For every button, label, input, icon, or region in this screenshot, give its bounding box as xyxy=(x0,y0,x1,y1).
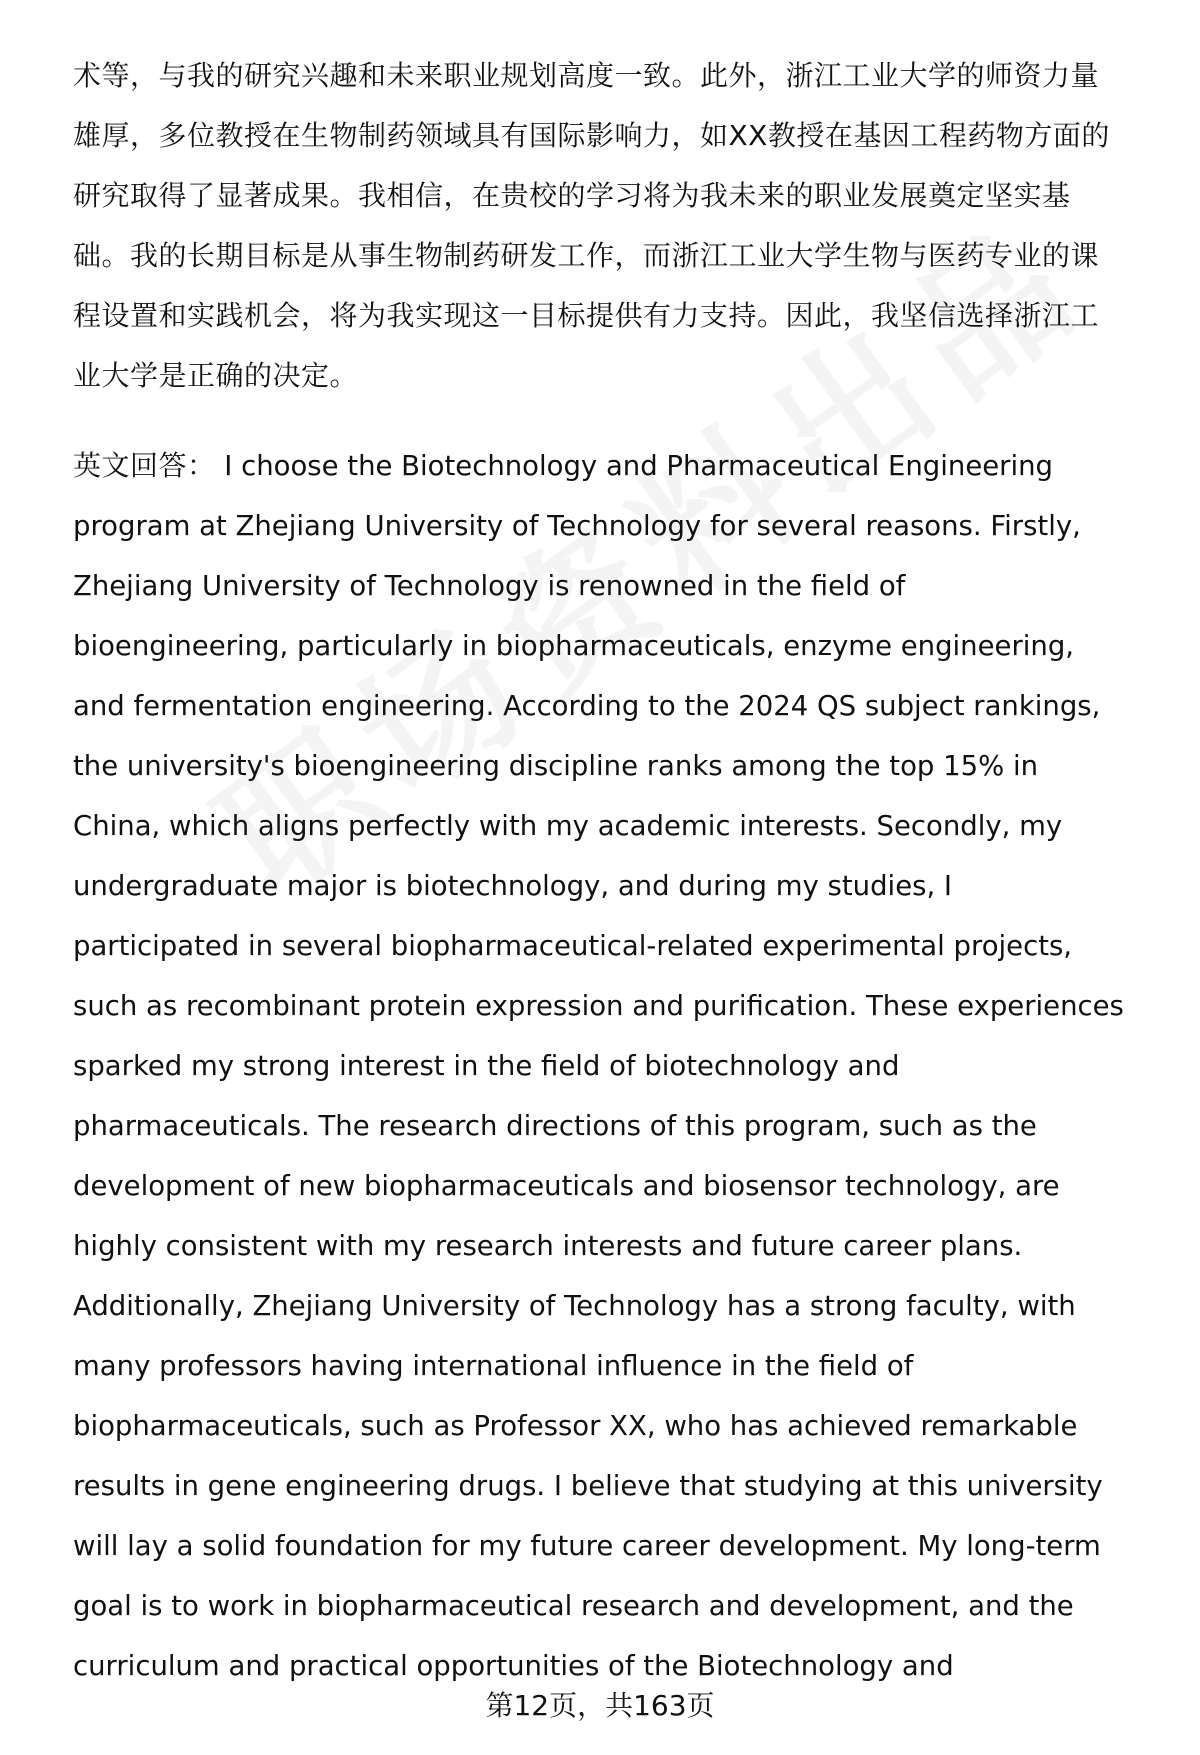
english-answer-line: Zhejiang University of Technology is renowned in the field of xyxy=(73,570,906,602)
english-answer-line: such as recombinant protein expression and purification. These experiences xyxy=(73,990,1124,1022)
english-answer-line: biopharmaceuticals, such as Professor XX, who has achieved remarkable xyxy=(73,1410,1078,1442)
english-answer-line: many professors having international influence in the field of xyxy=(73,1350,914,1382)
english-answer-line: the university's bioengineering discipline ranks among the top 15% in xyxy=(73,750,1039,782)
english-answer-line: and fermentation engineering. According to the 2024 QS subject rankings, xyxy=(73,690,1101,722)
english-answer-line: pharmaceuticals. The research directions of this program, such as the xyxy=(73,1110,1037,1142)
english-answer-line: participated in several biopharmaceutical-related experimental projects, xyxy=(73,930,1073,962)
english-answer-line: China, which aligns perfectly with my academic interests. Secondly, my xyxy=(73,810,1063,842)
chinese-answer-line: 程设置和实践机会，将为我实现这一目标提供有力支持。因此，我坚信选择浙江工 xyxy=(73,299,1100,332)
english-answer-line: development of new biopharmaceuticals and biosensor technology, are xyxy=(73,1170,1060,1202)
english-answer-line: I choose the Biotechnology and Pharmaceutical Engineering xyxy=(215,450,1053,482)
english-answer-line: undergraduate major is biotechnology, and during my studies, I xyxy=(73,870,953,902)
english-answer-line: bioengineering, particularly in biopharmaceuticals, enzyme engineering, xyxy=(73,630,1075,662)
english-answer-line: will lay a solid foundation for my future career development. My long-term xyxy=(73,1530,1101,1562)
chinese-answer-line: 雄厚，多位教授在生物制药领域具有国际影响力，如XX教授在基因工程药物方面的 xyxy=(73,119,1110,152)
chinese-answer-line: 术等，与我的研究兴趣和未来职业规划高度一致。此外，浙江工业大学的师资力量 xyxy=(73,59,1100,92)
english-answer-line: sparked my strong interest in the field of biotechnology and xyxy=(73,1050,900,1082)
chinese-answer-line: 研究取得了显著成果。我相信，在贵校的学习将为我未来的职业发展奠定坚实基 xyxy=(73,179,1071,212)
english-answer-line: Additionally, Zhejiang University of Technology has a strong faculty, with xyxy=(73,1290,1076,1322)
chinese-answer-line: 业大学是正确的决定。 xyxy=(73,359,359,392)
english-answer-label: 英文回答： xyxy=(73,449,216,482)
english-answer-first-line xyxy=(73,446,1053,486)
english-answer-line: program at Zhejiang University of Technology for several reasons. Firstly, xyxy=(73,510,1081,542)
chinese-answer-line: 础。我的长期目标是从事生物制药研发工作，而浙江工业大学生物与医药专业的课 xyxy=(73,239,1100,272)
english-answer-line: results in gene engineering drugs. I believe that studying at this university xyxy=(73,1470,1103,1502)
page-number-footer: 第12页，共163页 xyxy=(485,1689,715,1722)
english-answer-line: curriculum and practical opportunities of the Biotechnology and xyxy=(73,1650,954,1682)
english-answer-line: highly consistent with my research interests and future career plans. xyxy=(73,1230,1023,1262)
english-answer-line: goal is to work in biopharmaceutical research and development, and the xyxy=(73,1590,1074,1622)
